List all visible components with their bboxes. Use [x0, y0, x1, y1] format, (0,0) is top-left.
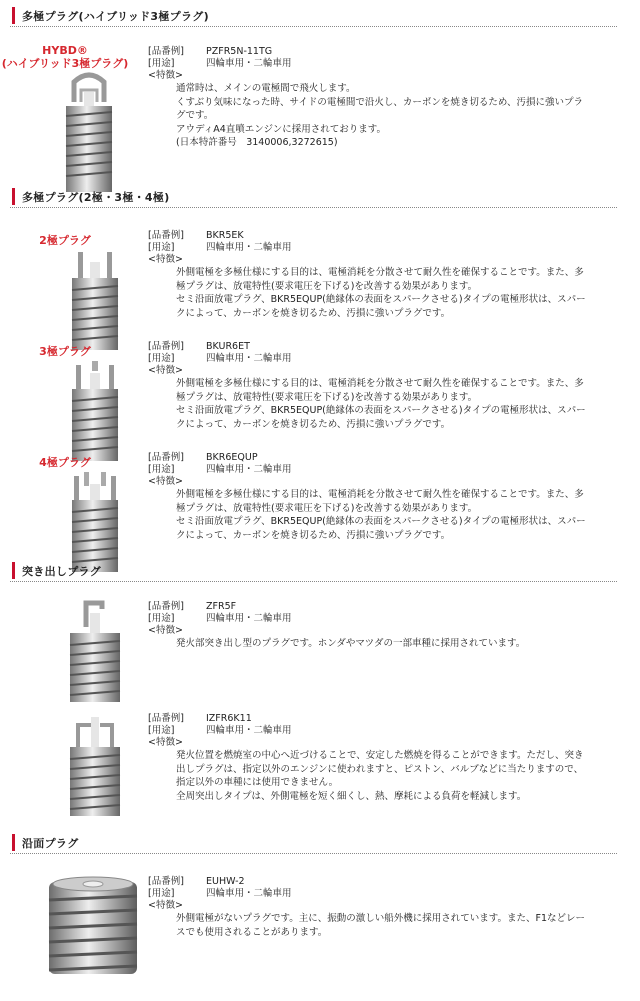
use-key: [用途] — [148, 613, 175, 624]
feature-label: <特徴> — [148, 625, 183, 636]
use-value: 四輪車用・二輪車用 — [206, 58, 292, 69]
use-row — [148, 613, 588, 625]
feature-text: セミ沿面放電プラグ、BKR5EQUP(絶縁体の表面をスパークさせる)タイプの電極形状は、スパークによって、カーボンを焼き切るため、汚損に強いプラグです。 — [176, 516, 586, 541]
part-key: [品番例] — [148, 230, 184, 241]
product-info — [148, 230, 588, 320]
feature-text: 発火位置を燃焼室の中心へ近づけることで、安定した燃焼を得ることができます。ただし、突き出しプラグは、指定以外のエンジンに使われますと、ピストン、バルブなどに当たりますので、指定以外の車種には使用できません。 — [176, 750, 584, 788]
product-label: 4極プラグ — [39, 456, 91, 469]
part-value: EUHW-2 — [206, 876, 245, 887]
part-row — [148, 601, 588, 613]
part-value: ZFR5F — [206, 601, 237, 612]
use-row — [148, 725, 588, 737]
spark-plug-image — [36, 472, 154, 572]
section-header-multi — [10, 186, 617, 208]
product-info — [148, 46, 588, 150]
section-title: 突き出しプラグ — [22, 565, 102, 578]
feature-text: セミ沿面放電プラグ、BKR5EQUP(絶縁体の表面をスパークさせる)タイプの電極形状は、スパークによって、カーボンを焼き切るため、汚損に強いプラグです。 — [176, 294, 586, 319]
use-key: [用途] — [148, 725, 175, 736]
feature-text: 外側電極を多極仕様にする目的は、電極消耗を分散させて耐久性を確保することです。また、多極プラグは、放電特性(要求電圧を下げる)を改善する効果があります。 — [176, 267, 584, 292]
use-key: [用途] — [148, 353, 175, 364]
use-key: [用途] — [148, 58, 175, 69]
feature-text: セミ沿面放電プラグ、BKR5EQUP(絶縁体の表面をスパークさせる)タイプの電極形状は、スパークによって、カーボンを焼き切るため、汚損に強いプラグです。 — [176, 405, 586, 430]
part-key: [品番例] — [148, 46, 184, 57]
section-marker — [12, 562, 15, 579]
use-row — [148, 242, 588, 254]
section-title: 多極プラグ(ハイブリッド3極プラグ) — [22, 10, 209, 23]
spark-plug-image — [36, 250, 154, 350]
part-key: [品番例] — [148, 713, 184, 724]
feature-label: <特徴> — [148, 476, 183, 487]
feature-label: <特徴> — [148, 365, 183, 376]
use-value: 四輪車用・二輪車用 — [206, 613, 292, 624]
spark-plug-image — [36, 361, 154, 461]
feature-text: 発火部突き出し型のプラグです。ホンダやマツダの一部車種に採用されています。 — [176, 638, 526, 649]
part-row — [148, 452, 588, 464]
section-marker — [12, 834, 15, 851]
use-value: 四輪車用・二輪車用 — [206, 353, 292, 364]
feature-text: 通常時は、メインの電極間で飛火します。 — [176, 83, 356, 94]
part-value: BKR6EQUP — [206, 452, 258, 463]
part-value: IZFR6K11 — [206, 713, 252, 724]
part-value: PZFR5N-11TG — [206, 46, 273, 57]
product-label: 3極プラグ — [39, 345, 91, 358]
spark-plug-image — [34, 874, 152, 974]
feature-text: 外側電極がないプラグです。主に、振動の激しい船外機に採用されています。また、F1などレースでも使用されることがあります。 — [176, 913, 585, 938]
feature-text: 外側電極を多極仕様にする目的は、電極消耗を分散させて耐久性を確保することです。また、多極プラグは、放電特性(要求電圧を下げる)を改善する効果があります。 — [176, 378, 584, 403]
section-marker — [12, 188, 15, 205]
part-row — [148, 341, 588, 353]
use-row — [148, 58, 588, 70]
use-value: 四輪車用・二輪車用 — [206, 725, 292, 736]
use-value: 四輪車用・二輪車用 — [206, 464, 292, 475]
spark-plug-image — [36, 711, 154, 816]
use-row — [148, 353, 588, 365]
product-label — [0, 44, 130, 70]
feature-text: くすぶり気味になった時、サイドの電極間で沿火し、カーボンを焼き切るため、汚損に強いプラグです。 — [176, 96, 583, 121]
spark-plug-image — [30, 72, 148, 192]
feature-label: <特徴> — [148, 900, 183, 911]
spark-plug-image — [36, 597, 154, 702]
feature-label: <特徴> — [148, 254, 183, 265]
part-row — [148, 876, 588, 888]
feature-label: <特徴> — [148, 737, 183, 748]
part-value: BKUR6ET — [206, 341, 250, 352]
section-title: 沿面プラグ — [22, 837, 79, 850]
use-value: 四輪車用・二輪車用 — [206, 888, 292, 899]
feature-label: <特徴> — [148, 70, 183, 81]
product-info — [148, 876, 588, 939]
part-row — [148, 46, 588, 58]
part-value: BKR5EK — [206, 230, 244, 241]
use-value: 四輪車用・二輪車用 — [206, 242, 292, 253]
section-header-hybrid — [10, 5, 617, 27]
product-info — [148, 713, 588, 803]
feature-text: 外側電極を多極仕様にする目的は、電極消耗を分散させて耐久性を確保することです。また、多極プラグは、放電特性(要求電圧を下げる)を改善する効果があります。 — [176, 489, 584, 514]
use-key: [用途] — [148, 464, 175, 475]
part-row — [148, 230, 588, 242]
part-key: [品番例] — [148, 452, 184, 463]
part-key: [品番例] — [148, 876, 184, 887]
use-row — [148, 464, 588, 476]
use-key: [用途] — [148, 888, 175, 899]
use-key: [用途] — [148, 242, 175, 253]
use-row — [148, 888, 588, 900]
section-title: 多極プラグ(2極・3極・4極) — [22, 191, 170, 204]
product-info — [148, 341, 588, 431]
section-header-projected — [10, 560, 617, 582]
part-key: [品番例] — [148, 601, 184, 612]
section-header-creeping — [10, 832, 617, 854]
part-key: [品番例] — [148, 341, 184, 352]
product-info — [148, 452, 588, 542]
section-marker — [12, 7, 15, 24]
product-label: 2極プラグ — [39, 234, 91, 247]
product-info — [148, 601, 588, 651]
product-label-line1: HYBD® — [42, 44, 88, 57]
product-label-line2: (ハイブリッド3極プラグ) — [1, 57, 129, 70]
feature-text: (日本特許番号 3140006,3272615) — [176, 137, 338, 148]
feature-text: アウディA4直噴エンジンに採用されております。 — [176, 123, 387, 135]
part-row — [148, 713, 588, 725]
feature-text: 全周突出しタイプは、外側電極を短く細くし、熱、摩耗による負荷を軽減します。 — [176, 790, 527, 802]
